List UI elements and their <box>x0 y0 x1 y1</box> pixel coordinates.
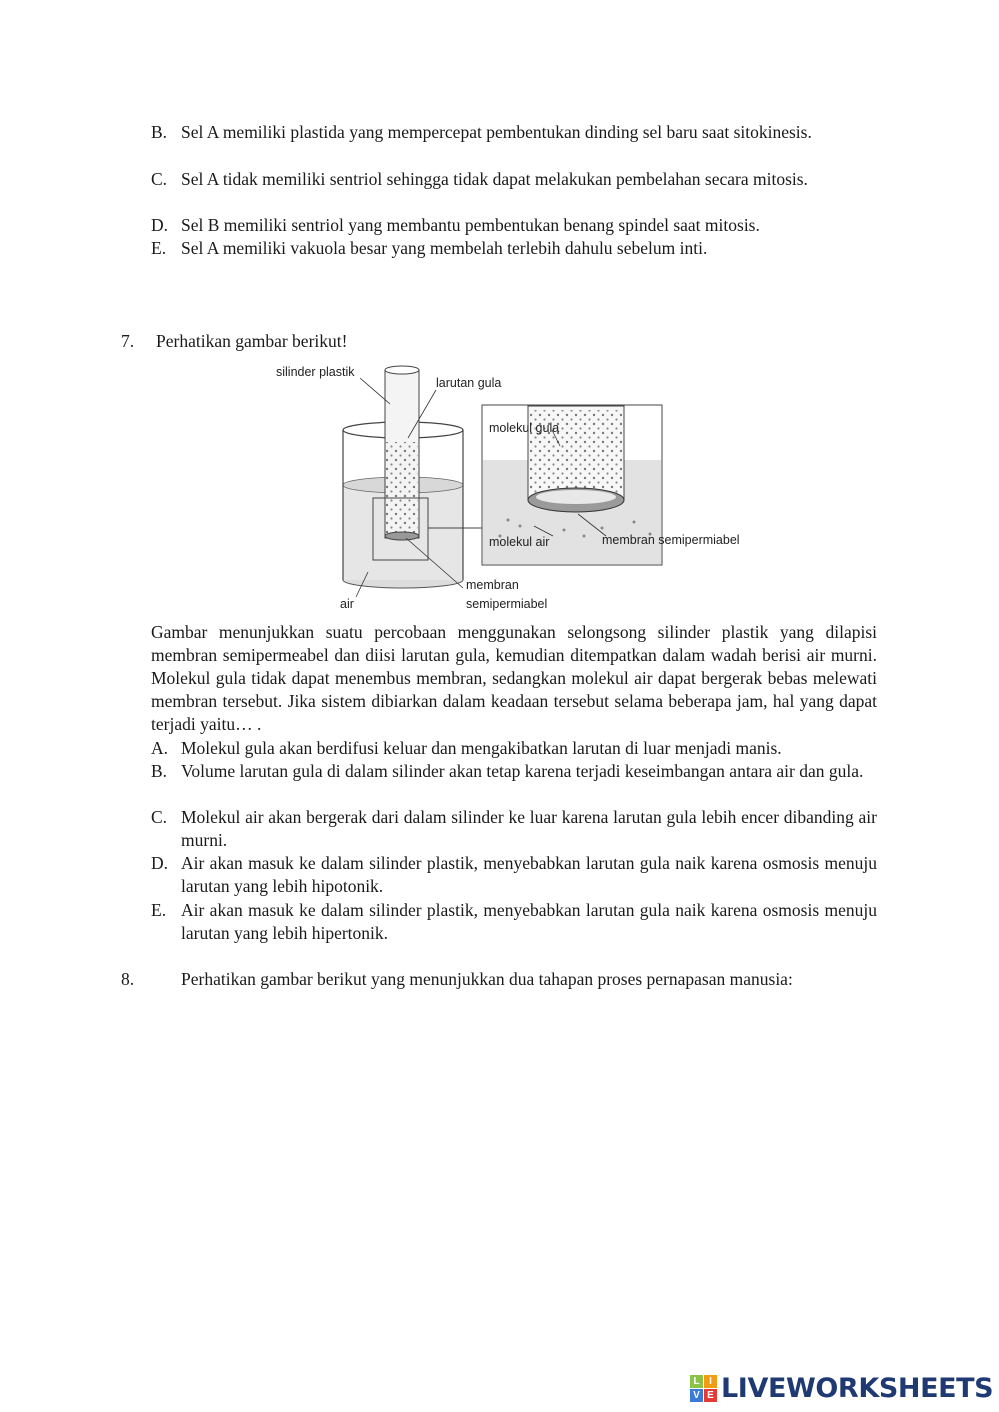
label-sugar-molecule: molekul gula <box>489 421 560 435</box>
q7-option-e[interactable]: E. Air akan masuk ke dalam silinder plastik, menyebabkan larutan gula naik karena osmosis menuju larutan yang lebih hipertonik. <box>151 900 877 943</box>
liveworksheets-logo <box>690 1371 993 1405</box>
label-membrane-inset: membran semipermiabel <box>602 533 740 547</box>
label-sugar-solution: larutan gula <box>436 376 502 390</box>
q8-heading <box>121 968 877 991</box>
q7-option-d[interactable]: D. Air akan masuk ke dalam silinder plastik, menyebabkan larutan gula naik karena osmosis menuju larutan yang lebih hipotonik. <box>151 853 877 896</box>
q8-prompt: Perhatikan gambar berikut yang menunjukkan dua tahapan proses pernapasan manusia: <box>181 969 793 989</box>
plastic-cylinder <box>385 366 419 540</box>
q7-option-a[interactable]: A. Molekul gula akan berdifusi keluar dan mengakibatkan larutan di luar menjadi manis. <box>151 738 782 758</box>
logo-wordmark: LIVEWORKSHEETS <box>721 1372 994 1404</box>
q6-option-b[interactable]: B. Sel A memiliki plastida yang mempercepat pembentukan dinding sel baru saat sitokinesis. <box>151 122 812 142</box>
q6-option-e[interactable]: E. Sel A memiliki vakuola besar yang membelah terlebih dahulu sebelum inti. <box>151 238 708 258</box>
q6-option-c[interactable]: C. Sel A tidak memiliki sentriol sehingga tidak dapat melakukan pembelahan secara mitosis. <box>151 169 808 189</box>
label-membrane-2: semipermiabel <box>466 597 548 611</box>
label-plastic-cylinder: silinder plastik <box>276 365 355 379</box>
q8-number: 8. <box>121 969 135 989</box>
q7-option-b[interactable]: B. Volume larutan gula di dalam silinder akan tetap karena terjadi keseimbangan antara air dan gula. <box>151 761 864 781</box>
label-water-molecule: molekul air <box>489 535 550 549</box>
q7-option-c[interactable]: C. Molekul air akan bergerak dari dalam silinder ke luar karena larutan gula lebih encer dibanding air murni. <box>151 807 877 850</box>
logo-icon: L I V E <box>690 1375 717 1402</box>
label-water: air <box>340 597 354 611</box>
q7-prompt: Perhatikan gambar berikut! <box>156 331 348 351</box>
label-membrane-1: membran <box>466 578 519 592</box>
q6-option-d[interactable]: D. Sel B memiliki sentriol yang membantu pembentukan benang spindel saat mitosis. <box>151 215 760 235</box>
osmosis-figure <box>268 350 768 616</box>
q7-paragraph: Gambar menunjukkan suatu percobaan menggunakan selongsong silinder plastik yang dilapisi membran semipermeabel dan diisi larutan gula, kemudian ditempatkan dalam wadah berisi air murni. Molekul gula tidak dapat menembus membran, sedangkan molekul air dapat bergerak bebas melewati membran tersebut. Jika sistem dibiarkan dalam keadaan tersebut selama beberapa jam, hal yang dapat terjadi yaitu… . <box>151 622 877 734</box>
q7-number: 7. <box>121 331 135 351</box>
